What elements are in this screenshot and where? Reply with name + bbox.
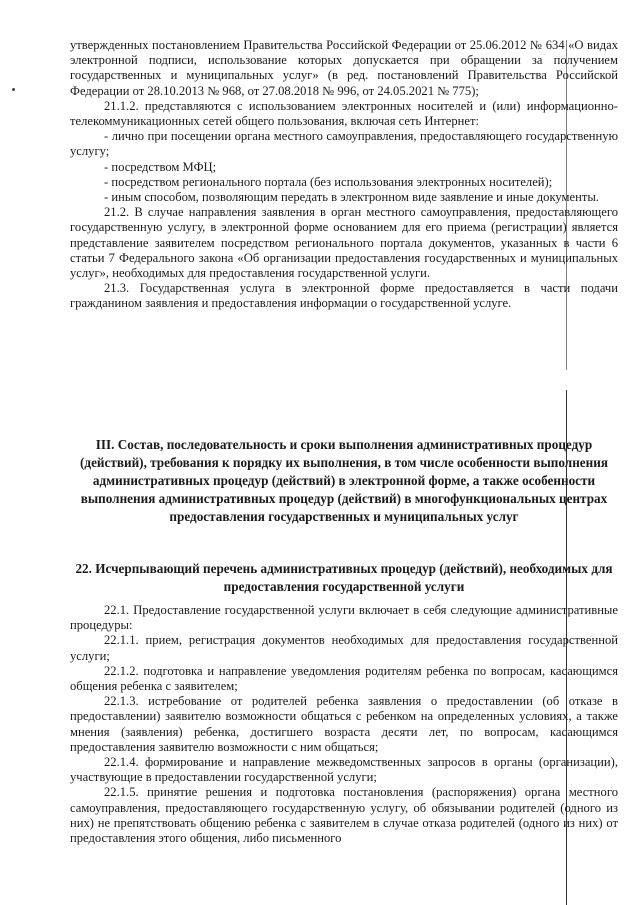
paragraph: 21.3. Государственная услуга в электронной форме предоставляется в части подачи гражданином заявления и предоставления информации о государственной услуге. <box>70 281 618 311</box>
text-block-top <box>70 38 618 312</box>
subsection-title: 22. Исчерпывающий перечень административных процедур (действий), необходимых для предоставления государственной услуги <box>75 561 613 594</box>
text-block-bottom <box>70 603 618 846</box>
paragraph: 22.1.4. формирование и направление межведомственных запросов в органы (организации), участвующие в предоставлении государственной услуги; <box>70 755 618 785</box>
paragraph: - посредством регионального портала (без использования электронных носителей); <box>104 174 553 189</box>
paragraph: 21.1.2. представляются с использованием электронных носителей и (или) информационно-телекоммуникационных сетей общего пользования, включая сеть Интернет: <box>70 98 618 129</box>
paragraph: утвержденных постановлением Правительства Российской Федерации от 25.06.2012 № 634 «О видах электронной подписи, использование которых допускается при обращении за получением государственных и муниципальных услуг» (в ред. постановлений Правительства Российской Федерации от 28.10.2013 № 968, от 27.08.2018 № 996, от 24.05.2021 № 775); <box>70 38 618 98</box>
paragraph: - посредством МФЦ; <box>104 159 217 174</box>
scan-dot <box>12 88 15 91</box>
paragraph: 21.2. В случае направления заявления в орган местного самоуправления, предоставляющего государственную услугу, в электронной форме основанием для его приема (регистрации) является представление заявителем посредством регионального портала документов, указанных в части 6 статьи 7 Федерального закона «Об организации предоставления государственных и муниципальных услуг», необходимых для предоставления государственной услуги. <box>70 205 618 281</box>
paragraph: - иным способом, позволяющим передать в электронном виде заявление и иные документы. <box>104 190 599 205</box>
section-title: III. Состав, последовательность и сроки выполнения административных процедур (действий), требования к порядку их выполнения, в том числе особенности выполнения административных процедур (действий) в электронной форме, а также особенности выполнения административных процедур (действий) в многофункциональных центрах предоставления государственных и муниципальных услуг <box>80 437 608 524</box>
paragraph: 22.1.5. принятие решения и подготовка постановления (распоряжения) органа местного самоуправления, предоставляющего государственную услугу, об обязывании родителей (одного из них) не препятствовать общению ребенка с заявителем в случае отказа родителей (одного из них) от предоставления этого общения, либо письменного <box>70 785 618 846</box>
paragraph: 22.1. Предоставление государственной услуги включает в себя следующие административные процедуры: <box>70 603 618 633</box>
paragraph: 22.1.1. прием, регистрация документов необходимых для предоставления государственной услуги; <box>70 633 618 663</box>
paragraph: - лично при посещении органа местного самоуправления, предоставляющего государственную услугу; <box>70 129 618 159</box>
paragraph: 22.1.2. подготовка и направление уведомления родителям ребенка по вопросам, касающимся общения ребенка с заявителем; <box>70 663 618 694</box>
paragraph: 22.1.3. истребование от родителей ребенка заявления о предоставлении (об отказе в предоставлении) заявителю возможности общаться с ребенком на определенных условиях, а также мнения (заявления) ребенка, достигшего возраста десяти лет, по вопросам, касающимся предоставления заявителю возможности с ним общаться; <box>70 694 618 754</box>
